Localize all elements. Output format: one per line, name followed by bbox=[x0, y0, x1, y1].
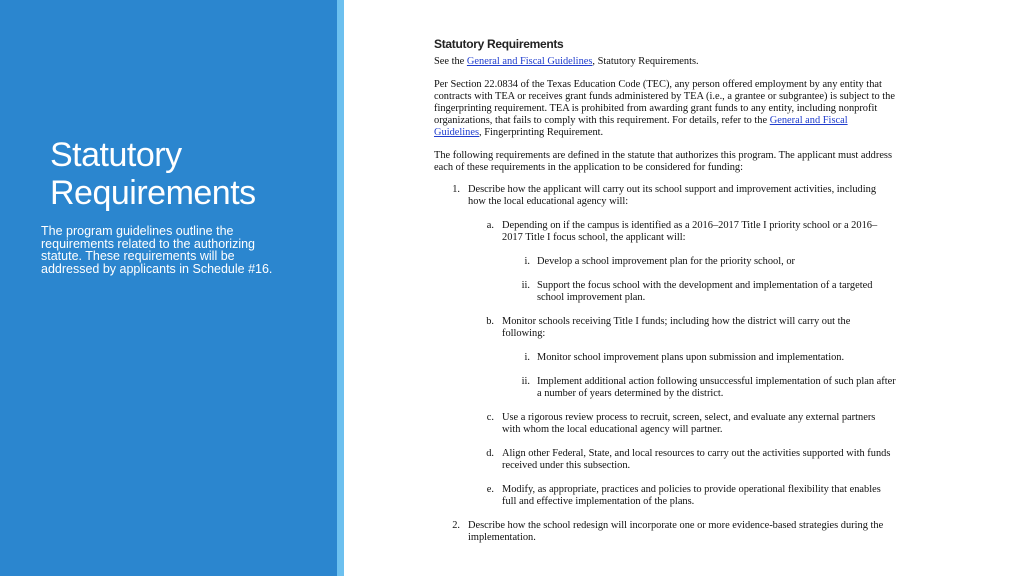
document-screenshot bbox=[434, 38, 896, 544]
document-heading: Statutory Requirements bbox=[434, 37, 564, 51]
list-item bbox=[502, 280, 896, 304]
guidelines-paragraph bbox=[434, 56, 896, 68]
guidelines-link[interactable]: General and Fiscal Guidelines bbox=[466, 56, 593, 67]
list-marker: i. bbox=[524, 352, 530, 363]
list-marker: 2. bbox=[452, 520, 460, 531]
guidelines-prefix: See the bbox=[434, 56, 467, 67]
list-item-text: Develop a school improvement plan for the priority school, or bbox=[537, 256, 795, 267]
list-item bbox=[502, 256, 896, 268]
list-marker: c. bbox=[486, 412, 494, 423]
fingerprinting-paragraph bbox=[434, 79, 896, 139]
list-item bbox=[468, 412, 896, 436]
list-item-text: Implement additional action following unsuccessful implementation of such plan after a number of years determined by the district. bbox=[537, 376, 896, 399]
list-marker: b. bbox=[486, 316, 494, 327]
title-panel bbox=[0, 0, 337, 576]
list-item bbox=[468, 220, 896, 244]
fingerprinting-guidelines-link[interactable]: General and Fiscal Guidelines bbox=[434, 115, 848, 138]
requirements-intro: The following requirements are defined in the statute that authorizes this program. The applicant must address each of these requirements in the application to be considered for funding: bbox=[434, 150, 893, 173]
guidelines-suffix: , Statutory Requirements. bbox=[592, 56, 699, 67]
slide-body-text: The program guidelines outline the requirements related to the authorizing statute. These requirements will be addressed by applicants in Schedule #16. bbox=[41, 224, 273, 276]
list-item-text: Monitor schools receiving Title I funds; including how the district will carry out the following: bbox=[502, 316, 851, 339]
list-marker: ii. bbox=[521, 376, 530, 387]
list-marker: i. bbox=[524, 256, 530, 267]
slide-title bbox=[50, 136, 330, 212]
list-item bbox=[468, 316, 896, 340]
fingerprinting-text: Per Section 22.0834 of the Texas Education Code (TEC), any person offered employment by any entity that contracts with TEA or receives grant funds administered by TEA (i.e., a grantee or subgrantee) is subject to the fingerprinting requirement. TEA is prohibited from awarding grant funds to any entity, including nonprofit organizations, that fails to comply with this requirement. For details, refer to the bbox=[434, 79, 895, 126]
list-item bbox=[468, 448, 896, 472]
list-marker: 1. bbox=[452, 184, 460, 195]
list-item-text: Depending on if the campus is identified as a 2016–2017 Title I priority school or a 2016–2017 Title I focus school, the applicant will: bbox=[502, 220, 878, 243]
list-item bbox=[502, 352, 896, 364]
list-marker: ii. bbox=[521, 280, 530, 291]
list-item-text: Support the focus school with the development and implementation of a targeted school improvement plan. bbox=[537, 280, 873, 303]
list-item bbox=[502, 376, 896, 400]
list-item-text: Align other Federal, State, and local resources to carry out the activities supported with funds received under this subsection. bbox=[502, 448, 891, 471]
slide-title-line1: Statutory bbox=[50, 136, 182, 174]
list-item bbox=[434, 520, 896, 544]
list-item-text: Use a rigorous review process to recruit, screen, select, and evaluate any external partners with whom the local educational agency will partner. bbox=[502, 412, 876, 435]
list-item-text: Monitor school improvement plans upon submission and implementation. bbox=[537, 352, 845, 363]
fingerprinting-suffix: , Fingerprinting Requirement. bbox=[479, 127, 604, 138]
accent-divider bbox=[337, 0, 344, 576]
list-marker: e. bbox=[486, 484, 494, 495]
list-marker: a. bbox=[486, 220, 494, 231]
list-item bbox=[468, 484, 896, 508]
list-item-text: Describe how the school redesign will incorporate one or more evidence-based strategies during the implementation. bbox=[468, 520, 884, 543]
slide-title-line2: Requirements bbox=[50, 174, 256, 212]
list-item-text: Modify, as appropriate, practices and policies to provide operational flexibility that enables full and effective implementation of the plans. bbox=[502, 484, 881, 507]
list-marker: d. bbox=[486, 448, 494, 459]
list-item bbox=[434, 184, 896, 208]
list-item-text: Describe how the applicant will carry out its school support and improvement activities, including how the local educational agency will: bbox=[468, 184, 877, 207]
